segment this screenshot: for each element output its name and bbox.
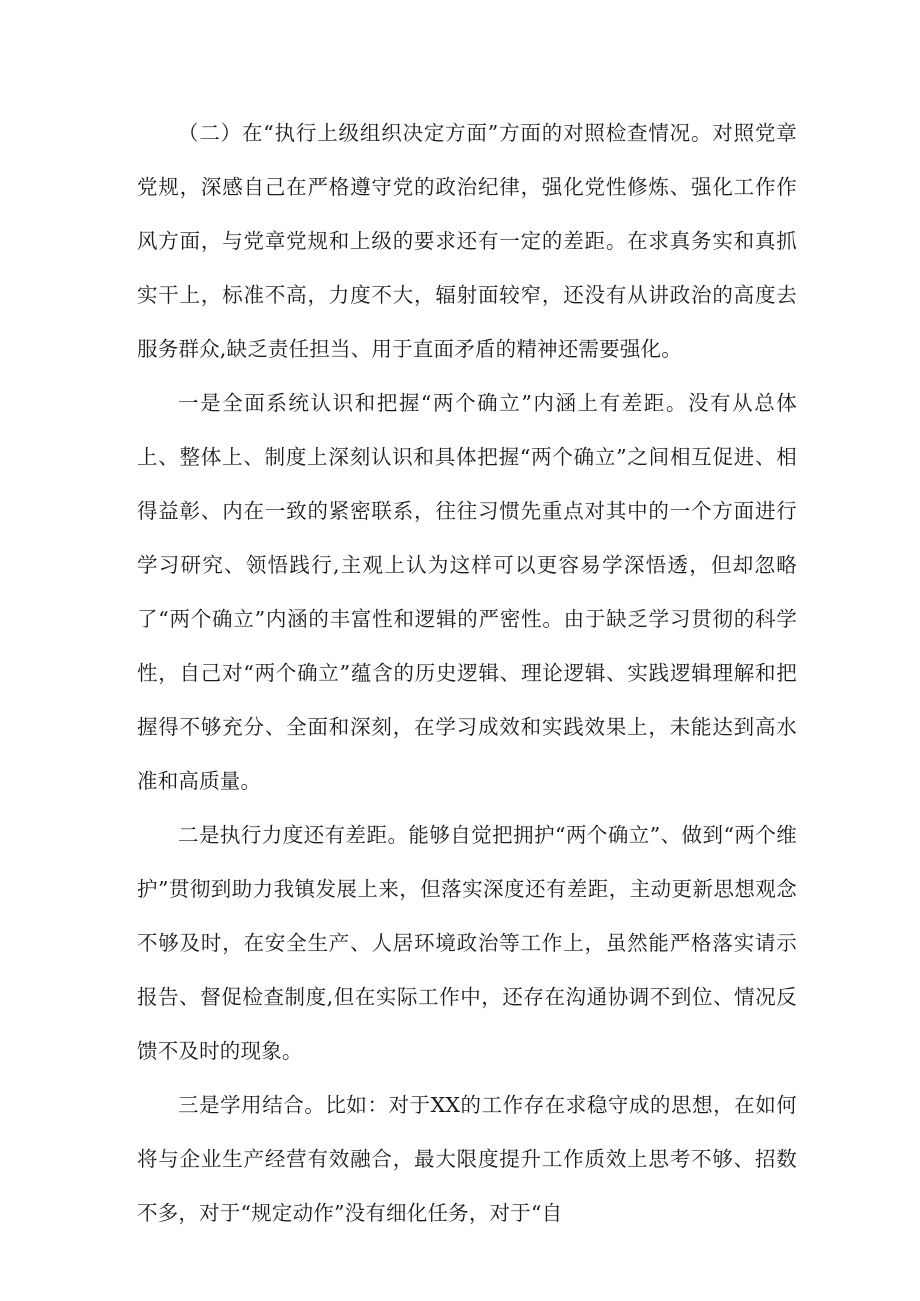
- paragraph-self-review-intro: （二）在“执行上级组织决定方面”方面的对照检查情况。对照党章党规，深感自己在严格遵守党的政治纪律，强化党性修炼、强化工作作风方面，与党章党规和上级的要求还有一定的差距。在求真务实和真抓实干上，标准不高，力度不大，辐射面较窄，还没有从讲政治的高度去服务群众,缺乏责任担当、用于直面矛盾的精神还需要强化。: [137, 121, 797, 361]
- document-body: [137, 106, 797, 1240]
- paragraph-point-two: 二是执行力度还有差距。能够自觉把拥护“两个确立”、做到“两个维护”贯彻到助力我镇发展上来，但落实深度还有差距，主动更新思想观念不够及时，在安全生产、人居环境政治等工作上，虽然能严格落实请示报告、督促检查制度,但在实际工作中，还存在沟通协调不到位、情况反馈不及时的现象。: [137, 823, 797, 1063]
- paragraph-point-one: 一是全面系统认识和把握“两个确立”内涵上有差距。没有从总体上、整体上、制度上深刻认识和具体把握“两个确立”之间相互促进、相得益彰、内在一致的紧密联系，往往习惯先重点对其中的一个方面进行学习研究、领悟践行,主观上认为这样可以更容易学深悟透，但却忽略了“两个确立”内涵的丰富性和逻辑的严密性。由于缺乏学习贯彻的科学性，自己对“两个确立”蕴含的历史逻辑、理论逻辑、实践逻辑理解和把握得不够充分、全面和深刻，在学习成效和实践效果上，未能达到高水准和高质量。: [137, 391, 797, 793]
- paragraph-point-three: 三是学用结合。比如：对于XX的工作存在求稳守成的思想，在如何将与企业生产经营有效融合，最大限度提升工作质效上思考不够、招数不多，对于“规定动作”没有细化任务，对于“自: [137, 1093, 797, 1225]
